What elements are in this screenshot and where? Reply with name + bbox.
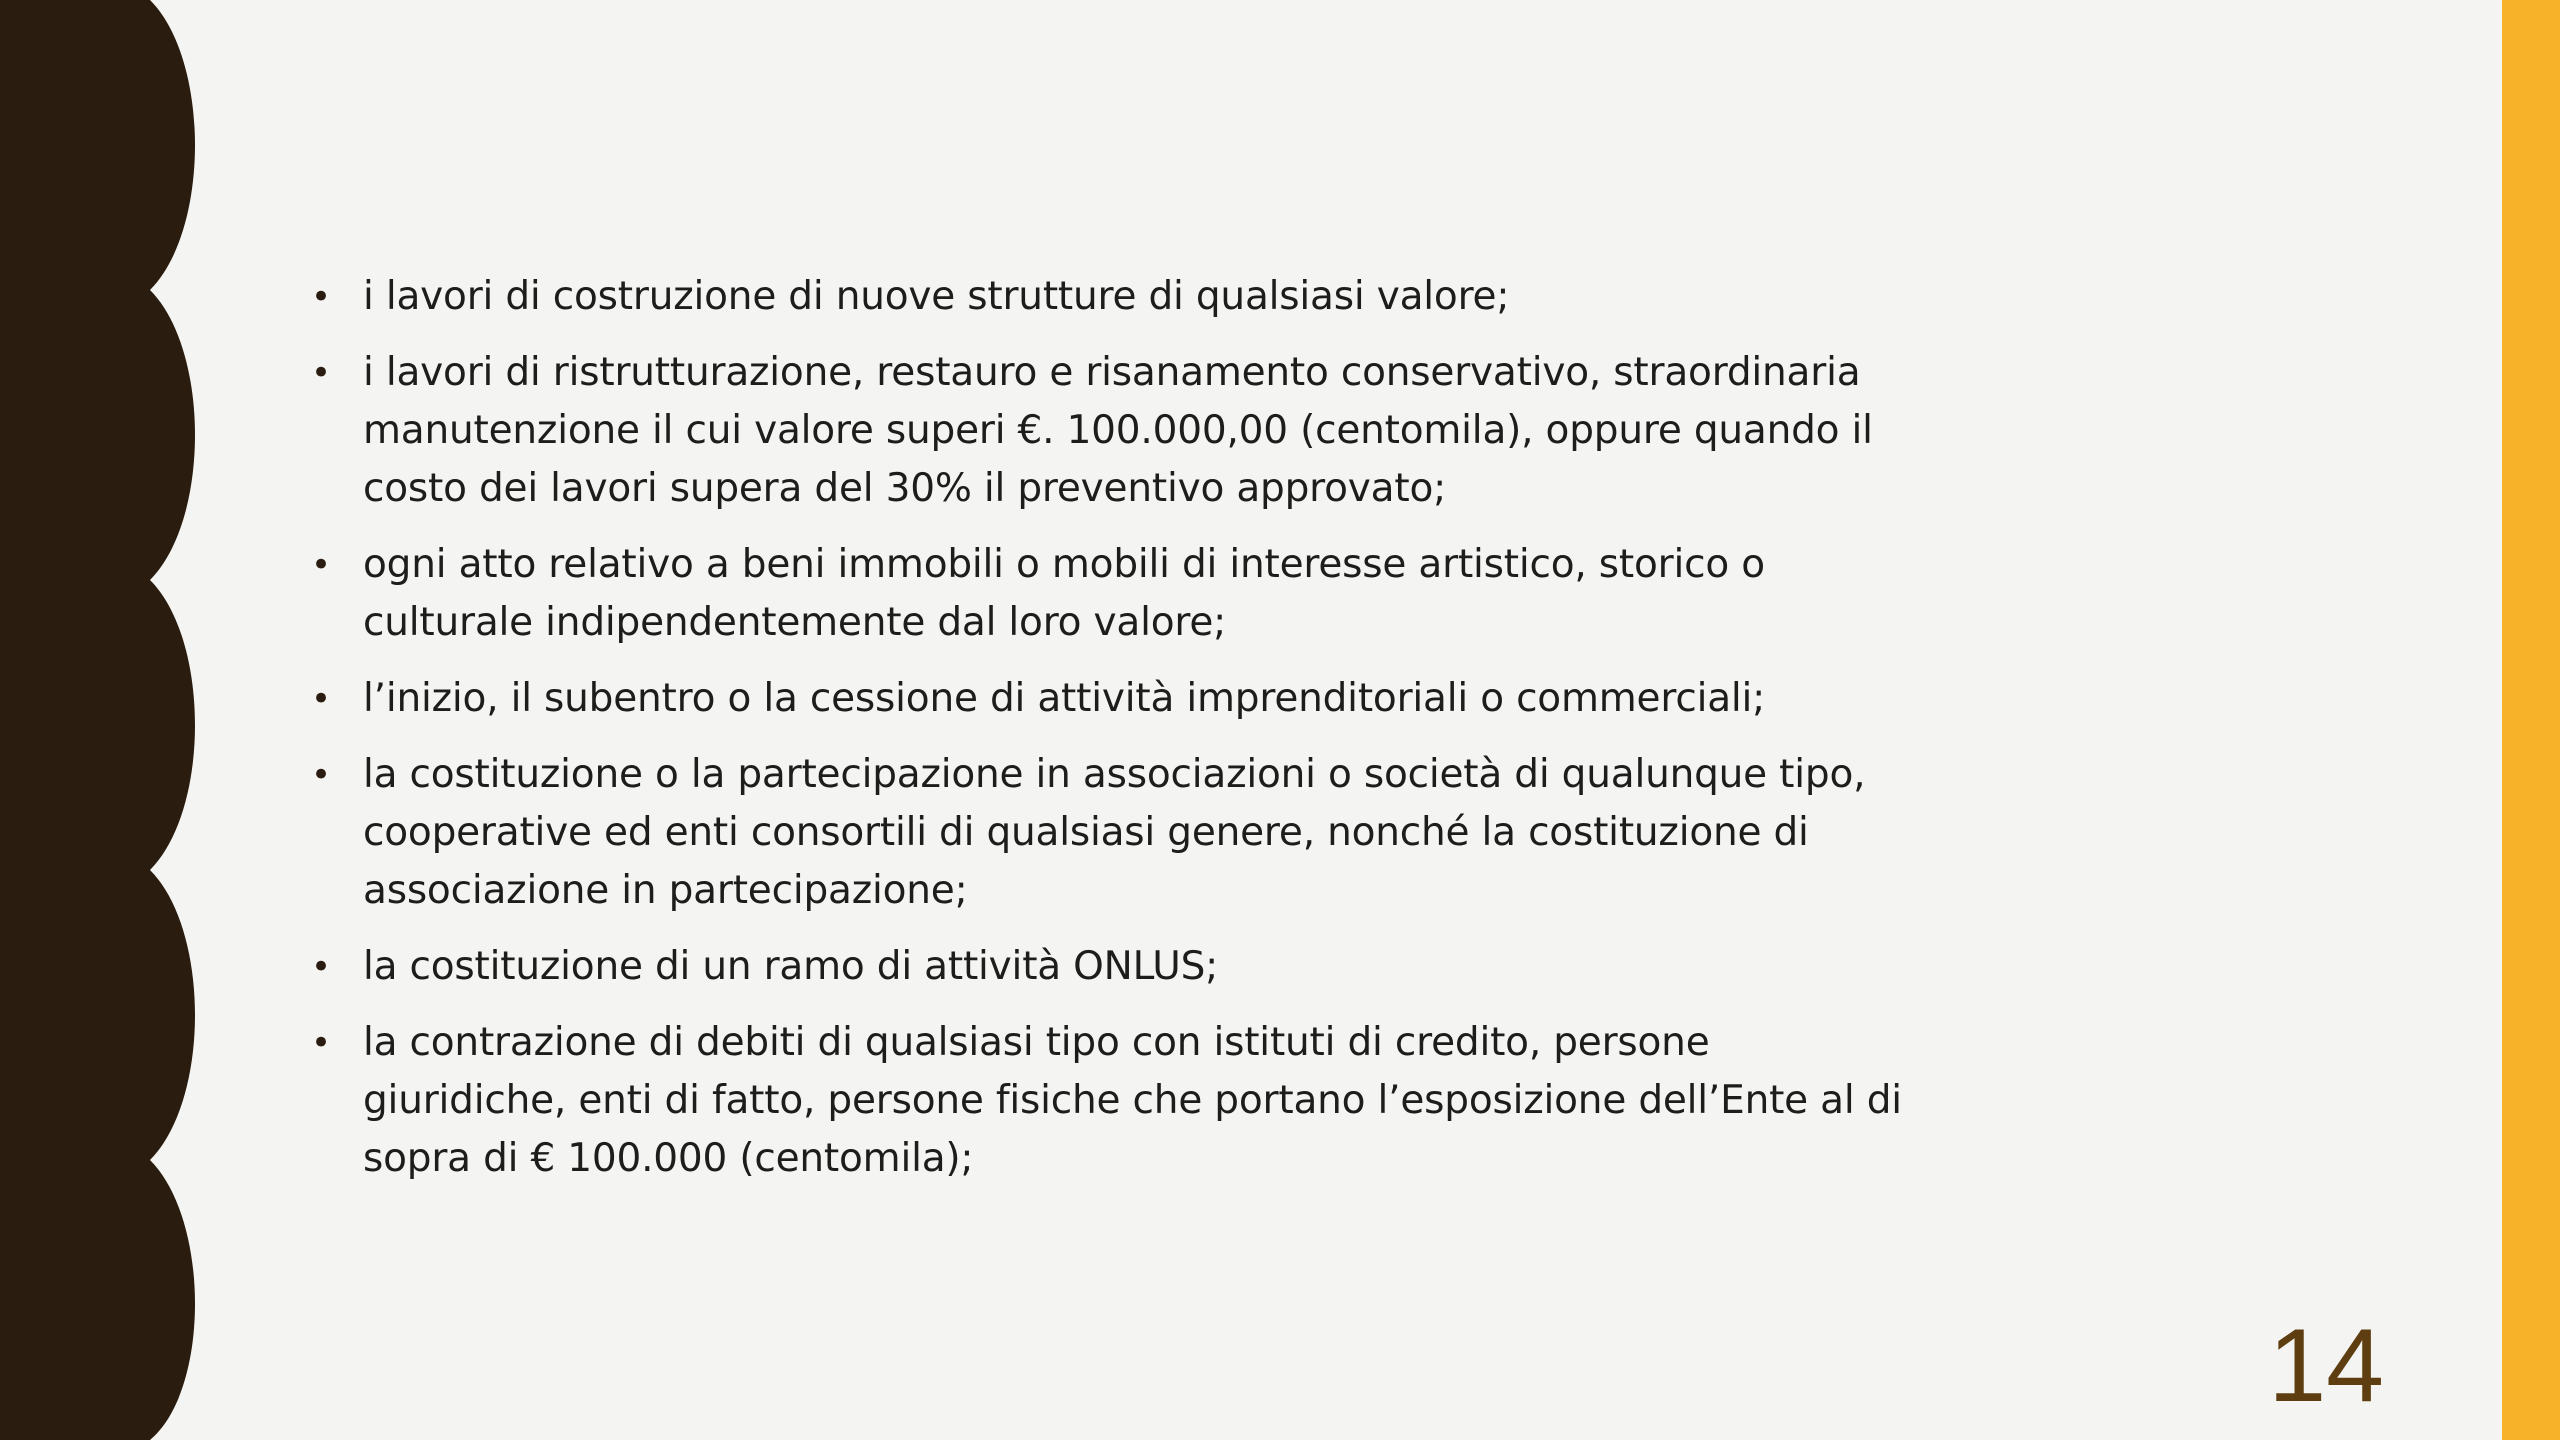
bullet-dot-icon: • (311, 947, 331, 987)
list-item (305, 670, 1905, 728)
right-accent-band (2502, 0, 2560, 1440)
slide-body (305, 268, 1905, 1206)
bullet-text: la costituzione di un ramo di attività ONLUS; (363, 944, 1219, 989)
bullet-text: i lavori di costruzione di nuove strutture di qualsiasi valore; (363, 274, 1510, 319)
list-item (305, 536, 1905, 652)
list-item (305, 1014, 1905, 1188)
bullet-text: la contrazione di debiti di qualsiasi tipo con istituti di credito, persone giuridiche, enti di fatto, persone fisiche che portano l’esposizione dell’Ente al di sopra di € 100.000 (centomila); (363, 1020, 1902, 1181)
left-wavy-band (0, 0, 200, 1440)
bullet-dot-icon: • (311, 545, 331, 585)
bullet-dot-icon: • (311, 277, 331, 317)
bullet-text: l’inizio, il subentro o la cessione di attività imprenditoriali o commerciali; (363, 676, 1766, 721)
bullet-text: ogni atto relativo a beni immobili o mobili di interesse artistico, storico o culturale indipendentemente dal loro valore; (363, 542, 1765, 645)
bullet-dot-icon: • (311, 1023, 331, 1063)
list-item (305, 344, 1905, 518)
list-item (305, 268, 1905, 326)
wavy-edge-shape (0, 0, 195, 1440)
bullet-dot-icon: • (311, 755, 331, 795)
page-number: 14 (2268, 1308, 2384, 1424)
bullet-text: la costituzione o la partecipazione in associazioni o società di qualunque tipo, cooperative ed enti consortili di qualsiasi genere, nonché la costituzione di associazione in partecipazione; (363, 752, 1866, 913)
bullet-dot-icon: • (311, 353, 331, 393)
list-item (305, 746, 1905, 920)
bullet-text: i lavori di ristrutturazione, restauro e risanamento conservativo, straordinaria manutenzione il cui valore superi €. 100.000,00 (centomila), oppure quando il costo dei lavori supera del 30% il preventivo approvato; (363, 350, 1873, 511)
bullet-list (305, 268, 1905, 1188)
list-item (305, 938, 1905, 996)
bullet-dot-icon: • (311, 679, 331, 719)
